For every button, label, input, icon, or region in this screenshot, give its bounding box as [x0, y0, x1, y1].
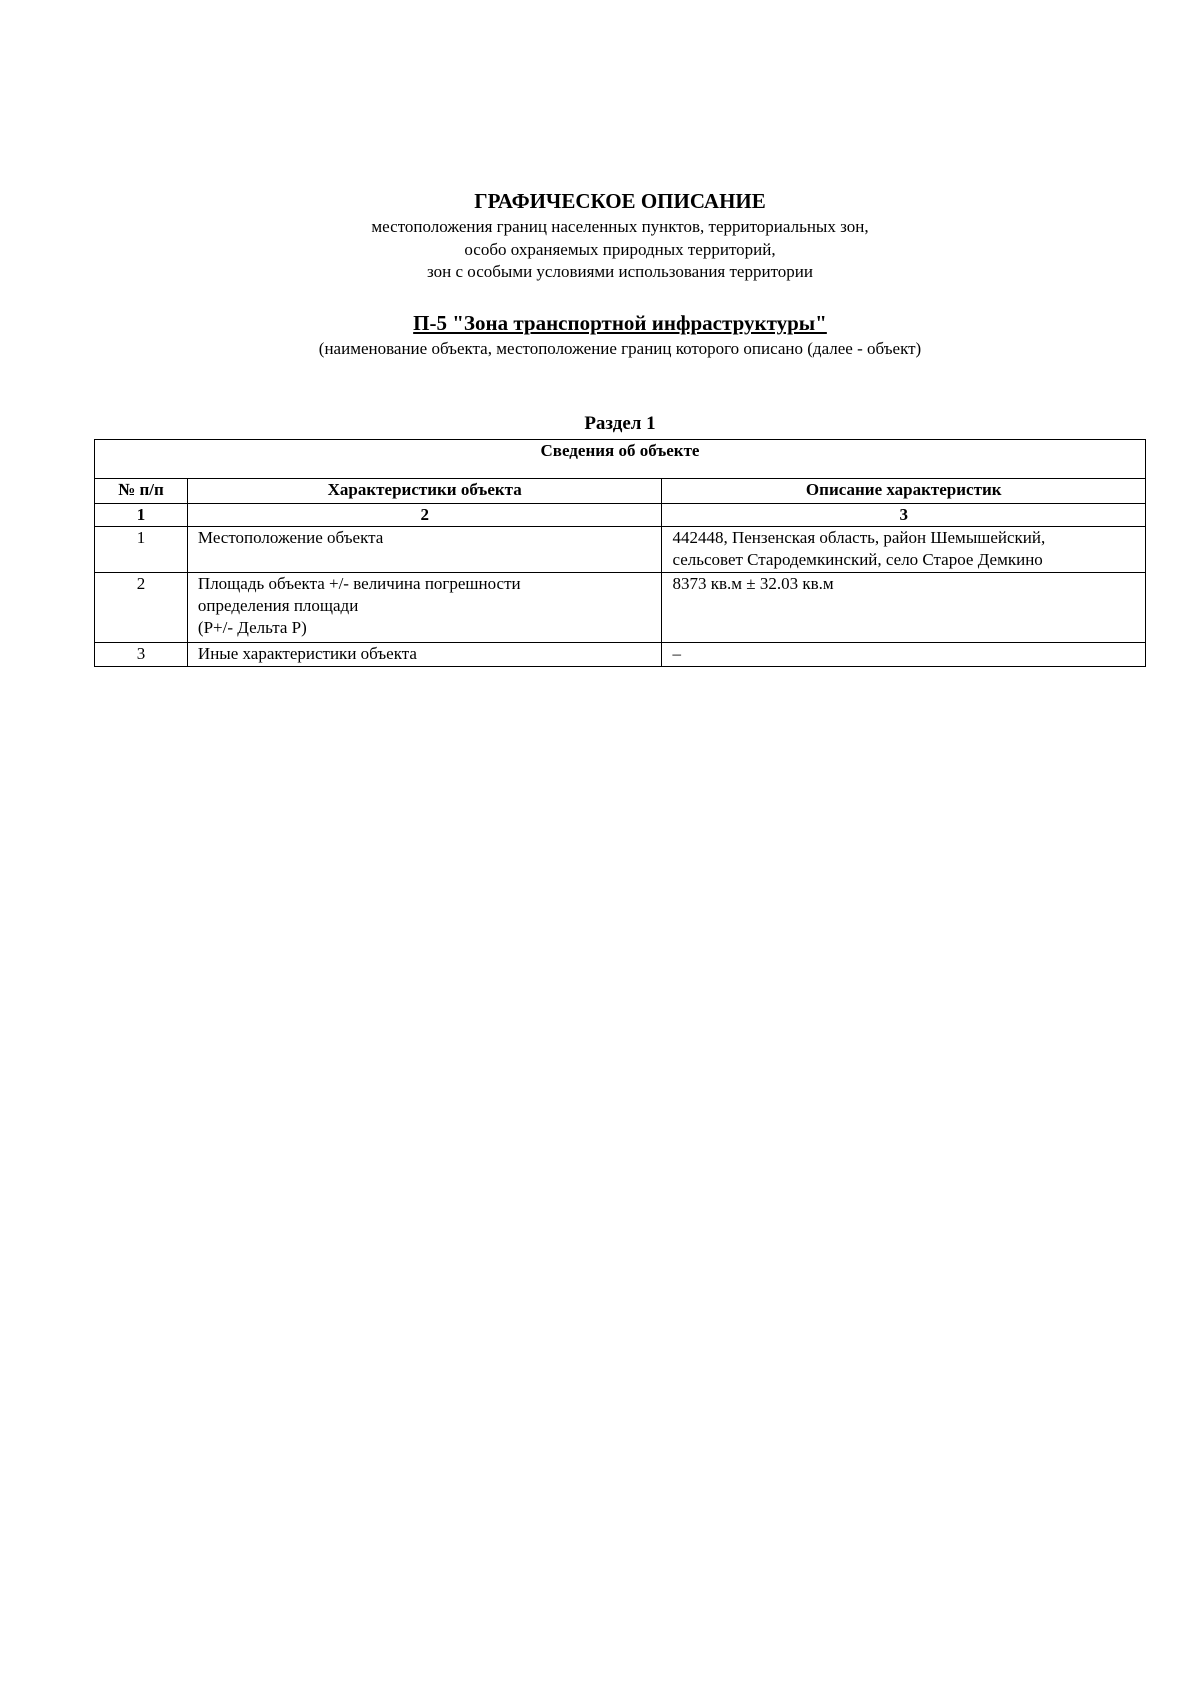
row-characteristic: Площадь объекта +/- величина погрешности определения площади (Р+/- Дельта Р) — [187, 573, 662, 643]
table-row — [95, 527, 1146, 573]
document-title: ГРАФИЧЕСКОЕ ОПИСАНИЕ — [474, 189, 766, 213]
row-description: 442448, Пензенская область, район Шемышейский, сельсовет Стародемкинский, село Старое Демкино — [662, 527, 1146, 573]
table-index-row — [95, 504, 1146, 527]
object-name-caption: (наименование объекта, местоположение границ которого описано (далее - объект) — [318, 339, 922, 358]
table-caption: Сведения об объекте — [95, 440, 1146, 479]
row-number: 2 — [95, 573, 188, 643]
table-row — [95, 573, 1146, 643]
section-title: Раздел 1 — [584, 413, 656, 434]
document-subtitle — [0, 216, 1200, 284]
table-caption-row — [95, 440, 1146, 479]
subtitle-line: местоположения границ населенных пунктов, территориальных зон, — [371, 217, 869, 236]
row-characteristic: Местоположение объекта — [187, 527, 662, 573]
column-header-description: Описание характеристик — [662, 479, 1146, 504]
table-row — [95, 643, 1146, 667]
row-description: 8373 кв.м ± 32.03 кв.м — [662, 573, 1146, 643]
table-header-row — [95, 479, 1146, 504]
column-header-number: № п/п — [95, 479, 188, 504]
column-index: 1 — [95, 504, 188, 527]
column-index: 3 — [662, 504, 1146, 527]
column-header-characteristic: Характеристики объекта — [187, 479, 662, 504]
column-index: 2 — [187, 504, 662, 527]
subtitle-line: зон с особыми условиями использования территории — [427, 262, 813, 281]
object-info-table — [94, 439, 1146, 667]
object-name: П-5 "Зона транспортной инфраструктуры" — [413, 311, 827, 335]
subtitle-line: особо охраняемых природных территорий, — [464, 239, 776, 259]
row-number: 1 — [95, 527, 188, 573]
row-number: 3 — [95, 643, 188, 667]
row-description: – — [662, 643, 1146, 667]
row-characteristic: Иные характеристики объекта — [187, 643, 662, 667]
